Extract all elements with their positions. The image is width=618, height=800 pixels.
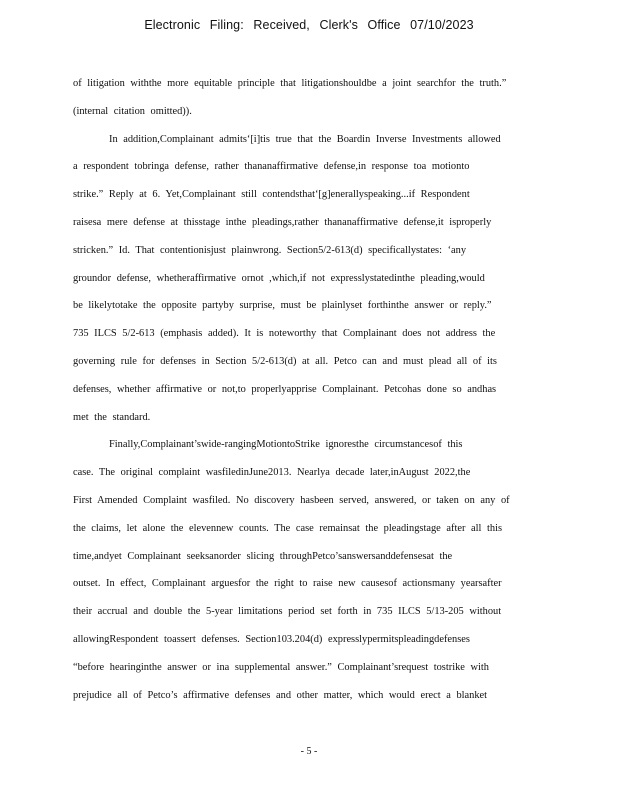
text-line: be likelytotake the opposite partyby surprise, must be plainlyset forthinthe answer or reply.” [73, 300, 492, 312]
text-line: stricken.” Id. That contentionisjust plainwrong. Section5/2-613(d) specificallystates: ‘any [73, 244, 467, 256]
text-line: met the standard. [73, 411, 151, 423]
text-line: of litigation withthe more equitable principle that litigationshouldbe a joint searchfor the truth.” [73, 78, 507, 89]
paragraph-start-line: In addition,Complainant admits‘[i]tis true that the Boardin Inverse Investments allowed [109, 133, 501, 145]
text-line: case. The original complaint wasfiledinJune2013. Nearlya decade later,inAugust 2022,the [73, 467, 471, 479]
text-line: outset. In effect, Complainant arguesfor the right to raise new causesof actionsmany yearsafter [73, 578, 502, 590]
text-line: “before hearinginthe answer or ina supplemental answer.” Complainant’srequest tostrike with [73, 661, 489, 673]
text-line: First Amended Complaint wasfiled. No discovery hasbeen served, answered, or taken on any of [73, 494, 510, 506]
paragraph-start-line: Finally,Complainant’swide-rangingMotiontoStrike ignoresthe circumstancesof this [109, 439, 463, 451]
text-line: governing rule for defenses in Section 5/2-613(d) at all. Petco can and must plead all of its [73, 355, 497, 367]
text-line: a respondent tobringa defense, rather thananaffirmative defense,in response toa motionto [73, 161, 470, 173]
text-line: 735 ILCS 5/2-613 (emphasis added). It is noteworthy that Complainant does not address the [73, 328, 496, 340]
document-body [73, 70, 539, 709]
text-line: their accrual and double the 5-year limitations period set forth in 735 ILCS 5/13-205 without [73, 606, 502, 618]
text-line: defenses, whether affirmative or not,to properlyapprise Complainant. Petcohas done so andhas [73, 383, 497, 395]
text-line: prejudice all of Petco’s affirmative defenses and other matter, which would erect a blanket [73, 689, 488, 701]
text-line: (internal citation omitted)). [73, 105, 192, 117]
text-line: groundor defense, whetheraffirmative ornot ,which,if not expresslystatedinthe pleading,would [73, 272, 485, 284]
text-line: allowingRespondent toassert defenses. Section103.204(d) expresslypermitspleadingdefenses [73, 633, 470, 645]
text-line: the claims, let alone the elevennew counts. The case remainsat the pleadingstage after all this [73, 522, 503, 534]
text-line: strike.” Reply at 6. Yet,Complainant still contendsthat‘[g]enerallyspeaking...if Respondent [73, 189, 470, 201]
text-line: time,andyet Complainant seeksanorder slicing throughPetco’sanswersanddefensesat the [73, 550, 453, 562]
text-line: raisesa mere defense at thisstage inthe pleadings,rather thananaffirmative defense,it isproperly [73, 216, 492, 228]
page-number: - 5 - [300, 746, 318, 757]
filing-header: Electronic Filing: Received, Clerk's Office 07/10/2023 [144, 18, 474, 32]
